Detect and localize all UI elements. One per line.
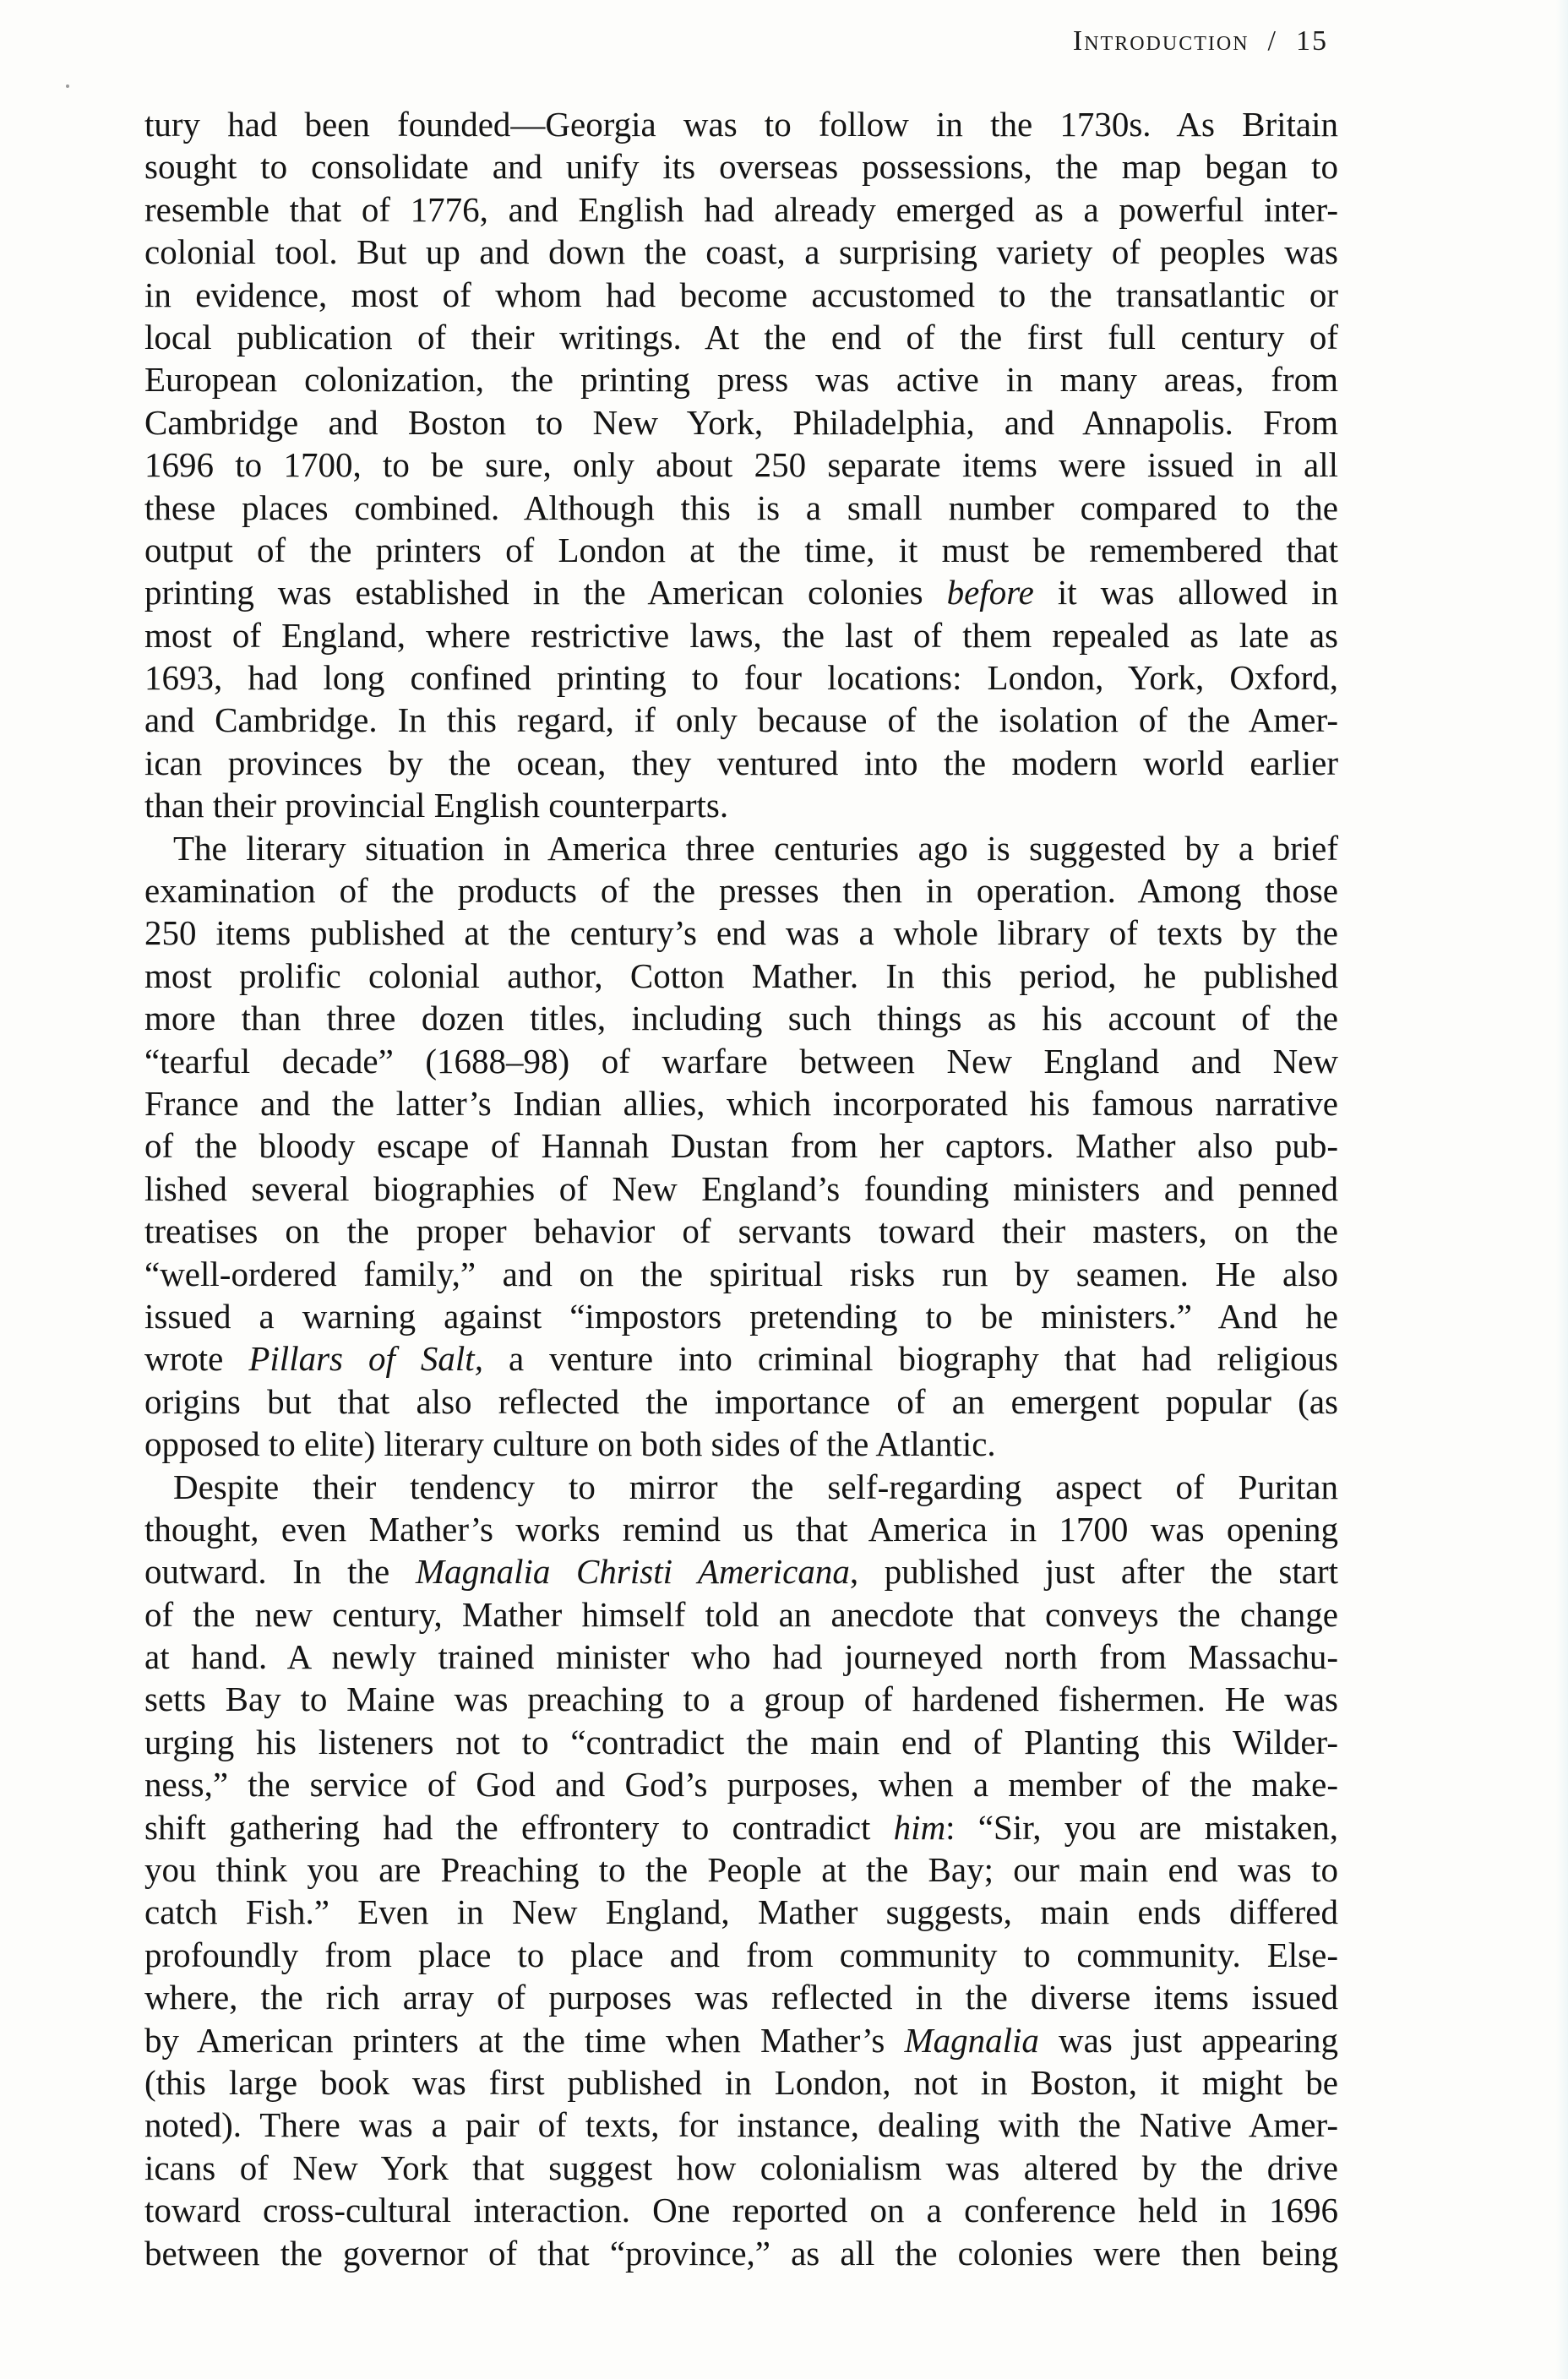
text-run: you think you are Preaching to the People at the Bay; our main end was to <box>144 1850 1338 1890</box>
text-run: tury had been founded—Georgia was to follow in the 1730s. As Britain <box>144 105 1338 144</box>
text-line <box>144 274 1338 316</box>
text-line <box>144 103 1338 145</box>
text-line <box>144 656 1338 699</box>
text-line <box>144 444 1338 486</box>
text-line <box>144 1423 1338 1465</box>
text-line <box>144 1678 1338 1720</box>
text-line <box>144 1976 1338 2018</box>
text-run: The literary situation in America three centuries ago is suggested by a brief <box>173 828 1338 868</box>
scan-speck <box>66 84 69 88</box>
text-run: treatises on the proper behavior of servants toward their masters, on the <box>144 1211 1338 1251</box>
italic-title: him <box>893 1807 946 1847</box>
text-run: profoundly from place to place and from community to community. Else- <box>144 1935 1338 1974</box>
text-run: icans of New York that suggest how colonialism was altered by the drive <box>144 2148 1338 2187</box>
text-line <box>144 358 1338 400</box>
text-run: resemble that of 1776, and English had already emerged as a powerful inter- <box>144 189 1338 229</box>
text-run: these places combined. Although this is a small number compared to the <box>144 487 1338 527</box>
text-line <box>144 1593 1338 1636</box>
text-line <box>144 1508 1338 1550</box>
text-line <box>144 997 1338 1039</box>
text-run: ican provinces by the ocean, they ventured into the modern world earlier <box>144 743 1338 782</box>
paragraph <box>144 1466 1338 2274</box>
text-line <box>144 2232 1338 2274</box>
text-run: noted). There was a pair of texts, for instance, dealing with the Native Amer- <box>144 2105 1338 2145</box>
text-line <box>144 316 1338 358</box>
text-run: a venture into criminal biography that had religious <box>482 1339 1338 1379</box>
text-line <box>144 145 1338 188</box>
text-run: between the governor of that “province,” as all the colonies were then being <box>144 2233 1338 2273</box>
text-run: Cambridge and Boston to New York, Philadelphia, and Annapolis. From <box>144 402 1338 442</box>
text-run: “tearful decade” (1688–98) of warfare between New England and New <box>144 1041 1338 1081</box>
text-run: output of the printers of London at the time, it must be remembered that <box>144 530 1338 569</box>
text-run: sought to consolidate and unify its overseas possessions, the map began to <box>144 147 1338 187</box>
text-line <box>144 1763 1338 1805</box>
text-line <box>144 1253 1338 1295</box>
text-run: most prolific colonial author, Cotton Mather. In this period, he published <box>144 955 1338 995</box>
text-run: , published just after the start <box>849 1552 1338 1592</box>
text-run: lished several biographies of New England’s founding ministers and penned <box>144 1168 1338 1208</box>
text-line <box>144 1295 1338 1337</box>
text-run: and Cambridge. In this regard, if only because of the isolation of the Amer- <box>144 700 1338 740</box>
text-line <box>144 2019 1338 2061</box>
text-line <box>144 1934 1338 1976</box>
text-line <box>144 614 1338 656</box>
text-run: most of England, where restrictive laws, the last of them repealed as late as <box>144 615 1338 655</box>
text-run: local publication of their writings. At the end of the first full century of <box>144 317 1338 357</box>
text-line <box>144 2061 1338 2104</box>
text-run: toward cross-cultural interaction. One reported on a conference held in 1696 <box>144 2191 1338 2230</box>
italic-title: Pillars of Salt, <box>248 1339 483 1379</box>
text-line <box>144 742 1338 784</box>
text-line <box>144 1040 1338 1082</box>
text-line <box>144 869 1338 912</box>
italic-title: Magnalia <box>904 2020 1039 2060</box>
text-line <box>144 1550 1338 1592</box>
text-line <box>144 1210 1338 1252</box>
body-text <box>144 103 1338 2274</box>
text-line <box>144 699 1338 741</box>
text-line <box>144 2104 1338 2146</box>
text-line <box>144 1082 1338 1124</box>
text-run: setts Bay to Maine was preaching to a group of hardened fishermen. He was <box>144 1679 1338 1719</box>
text-run: catch Fish.” Even in New England, Mather suggests, main ends differed <box>144 1892 1338 1932</box>
text-run: examination of the products of the presses then in operation. Among those <box>144 871 1338 911</box>
text-run: it was allowed in <box>1033 573 1338 612</box>
text-run: in evidence, most of whom had become accustomed to the transatlantic or <box>144 275 1338 314</box>
text-run: printing was established in the American colonies <box>144 573 947 612</box>
text-line <box>144 1124 1338 1167</box>
text-run: wrote <box>144 1339 249 1379</box>
text-run: ness,” the service of God and God’s purposes, when a member of the make- <box>144 1765 1338 1805</box>
running-head <box>1073 25 1328 57</box>
running-head-title: Introduction <box>1072 25 1250 57</box>
text-run: shift gathering had the effrontery to contradict <box>144 1807 894 1847</box>
text-line <box>144 487 1338 529</box>
text-run: 250 items published at the century’s end was a whole library of texts by the <box>144 913 1338 953</box>
italic-title: Magnalia Christi Americana <box>415 1552 850 1592</box>
text-line <box>144 1636 1338 1678</box>
text-line <box>144 827 1338 869</box>
text-line <box>144 231 1338 273</box>
text-run: (this large book was first published in London, not in Boston, it might be <box>144 2062 1338 2102</box>
text-run: more than three dozen titles, including such things as his account of the <box>144 999 1338 1038</box>
text-run: colonial tool. But up and down the coast, a surprising variety of peoples was <box>144 232 1338 272</box>
italic-title: before <box>946 573 1034 612</box>
text-line <box>144 529 1338 571</box>
paragraph <box>144 827 1338 1466</box>
paragraph <box>144 103 1338 827</box>
text-line <box>144 2147 1338 2189</box>
text-run: opposed to elite) literary culture on both sides of the Atlantic. <box>144 1424 996 1464</box>
page-number: 15 <box>1296 25 1328 57</box>
text-line <box>144 1848 1338 1891</box>
text-run: 1693, had long confined printing to four locations: London, York, Oxford, <box>144 658 1338 698</box>
text-run: “well-ordered family,” and on the spiritual risks run by seamen. He also <box>144 1254 1338 1293</box>
text-run: at hand. A newly trained minister who had journeyed north from Massachu- <box>144 1637 1338 1677</box>
text-run: than their provincial English counterparts. <box>144 786 729 825</box>
text-run: issued a warning against “impostors pretending to be ministers.” And he <box>144 1296 1338 1336</box>
running-head-separator: / <box>1267 25 1277 57</box>
text-line <box>144 2189 1338 2231</box>
text-run: thought, even Mather’s works remind us that America in 1700 was opening <box>144 1509 1338 1549</box>
text-run: origins but that also reflected the importance of an emergent popular (as <box>144 1381 1338 1421</box>
text-line <box>144 401 1338 444</box>
text-run: 1696 to 1700, to be sure, only about 250 separate items were issued in all <box>144 445 1338 485</box>
text-line <box>144 1168 1338 1210</box>
page-edge <box>1556 0 1568 2379</box>
text-run: urging his listeners not to “contradict the main end of Planting this Wilder- <box>144 1722 1338 1761</box>
text-run: outward. In the <box>144 1552 416 1592</box>
text-line <box>144 1380 1338 1423</box>
text-run: by American printers at the time when Mather’s <box>144 2020 905 2060</box>
text-run: France and the latter’s Indian allies, which incorporated his famous narrative <box>144 1083 1338 1123</box>
text-line <box>144 188 1338 231</box>
text-run: where, the rich array of purposes was reflected in the diverse items issued <box>144 1978 1338 2017</box>
text-line <box>144 912 1338 954</box>
text-line <box>144 1337 1338 1380</box>
text-run: of the bloody escape of Hannah Dustan from her captors. Mather also pub- <box>144 1126 1338 1166</box>
text-line <box>144 1891 1338 1933</box>
text-line <box>144 1721 1338 1763</box>
text-line <box>144 1806 1338 1848</box>
text-line <box>144 571 1338 613</box>
text-run: of the new century, Mather himself told an anecdote that conveys the change <box>144 1594 1338 1634</box>
text-run: : “Sir, you are mistaken, <box>945 1807 1338 1847</box>
text-line <box>144 955 1338 997</box>
text-line <box>144 784 1338 826</box>
text-run: Despite their tendency to mirror the self-regarding aspect of Puritan <box>173 1467 1338 1506</box>
text-line <box>144 1466 1338 1508</box>
text-run: was just appearing <box>1038 2020 1338 2060</box>
text-run: European colonization, the printing press was active in many areas, from <box>144 360 1338 400</box>
